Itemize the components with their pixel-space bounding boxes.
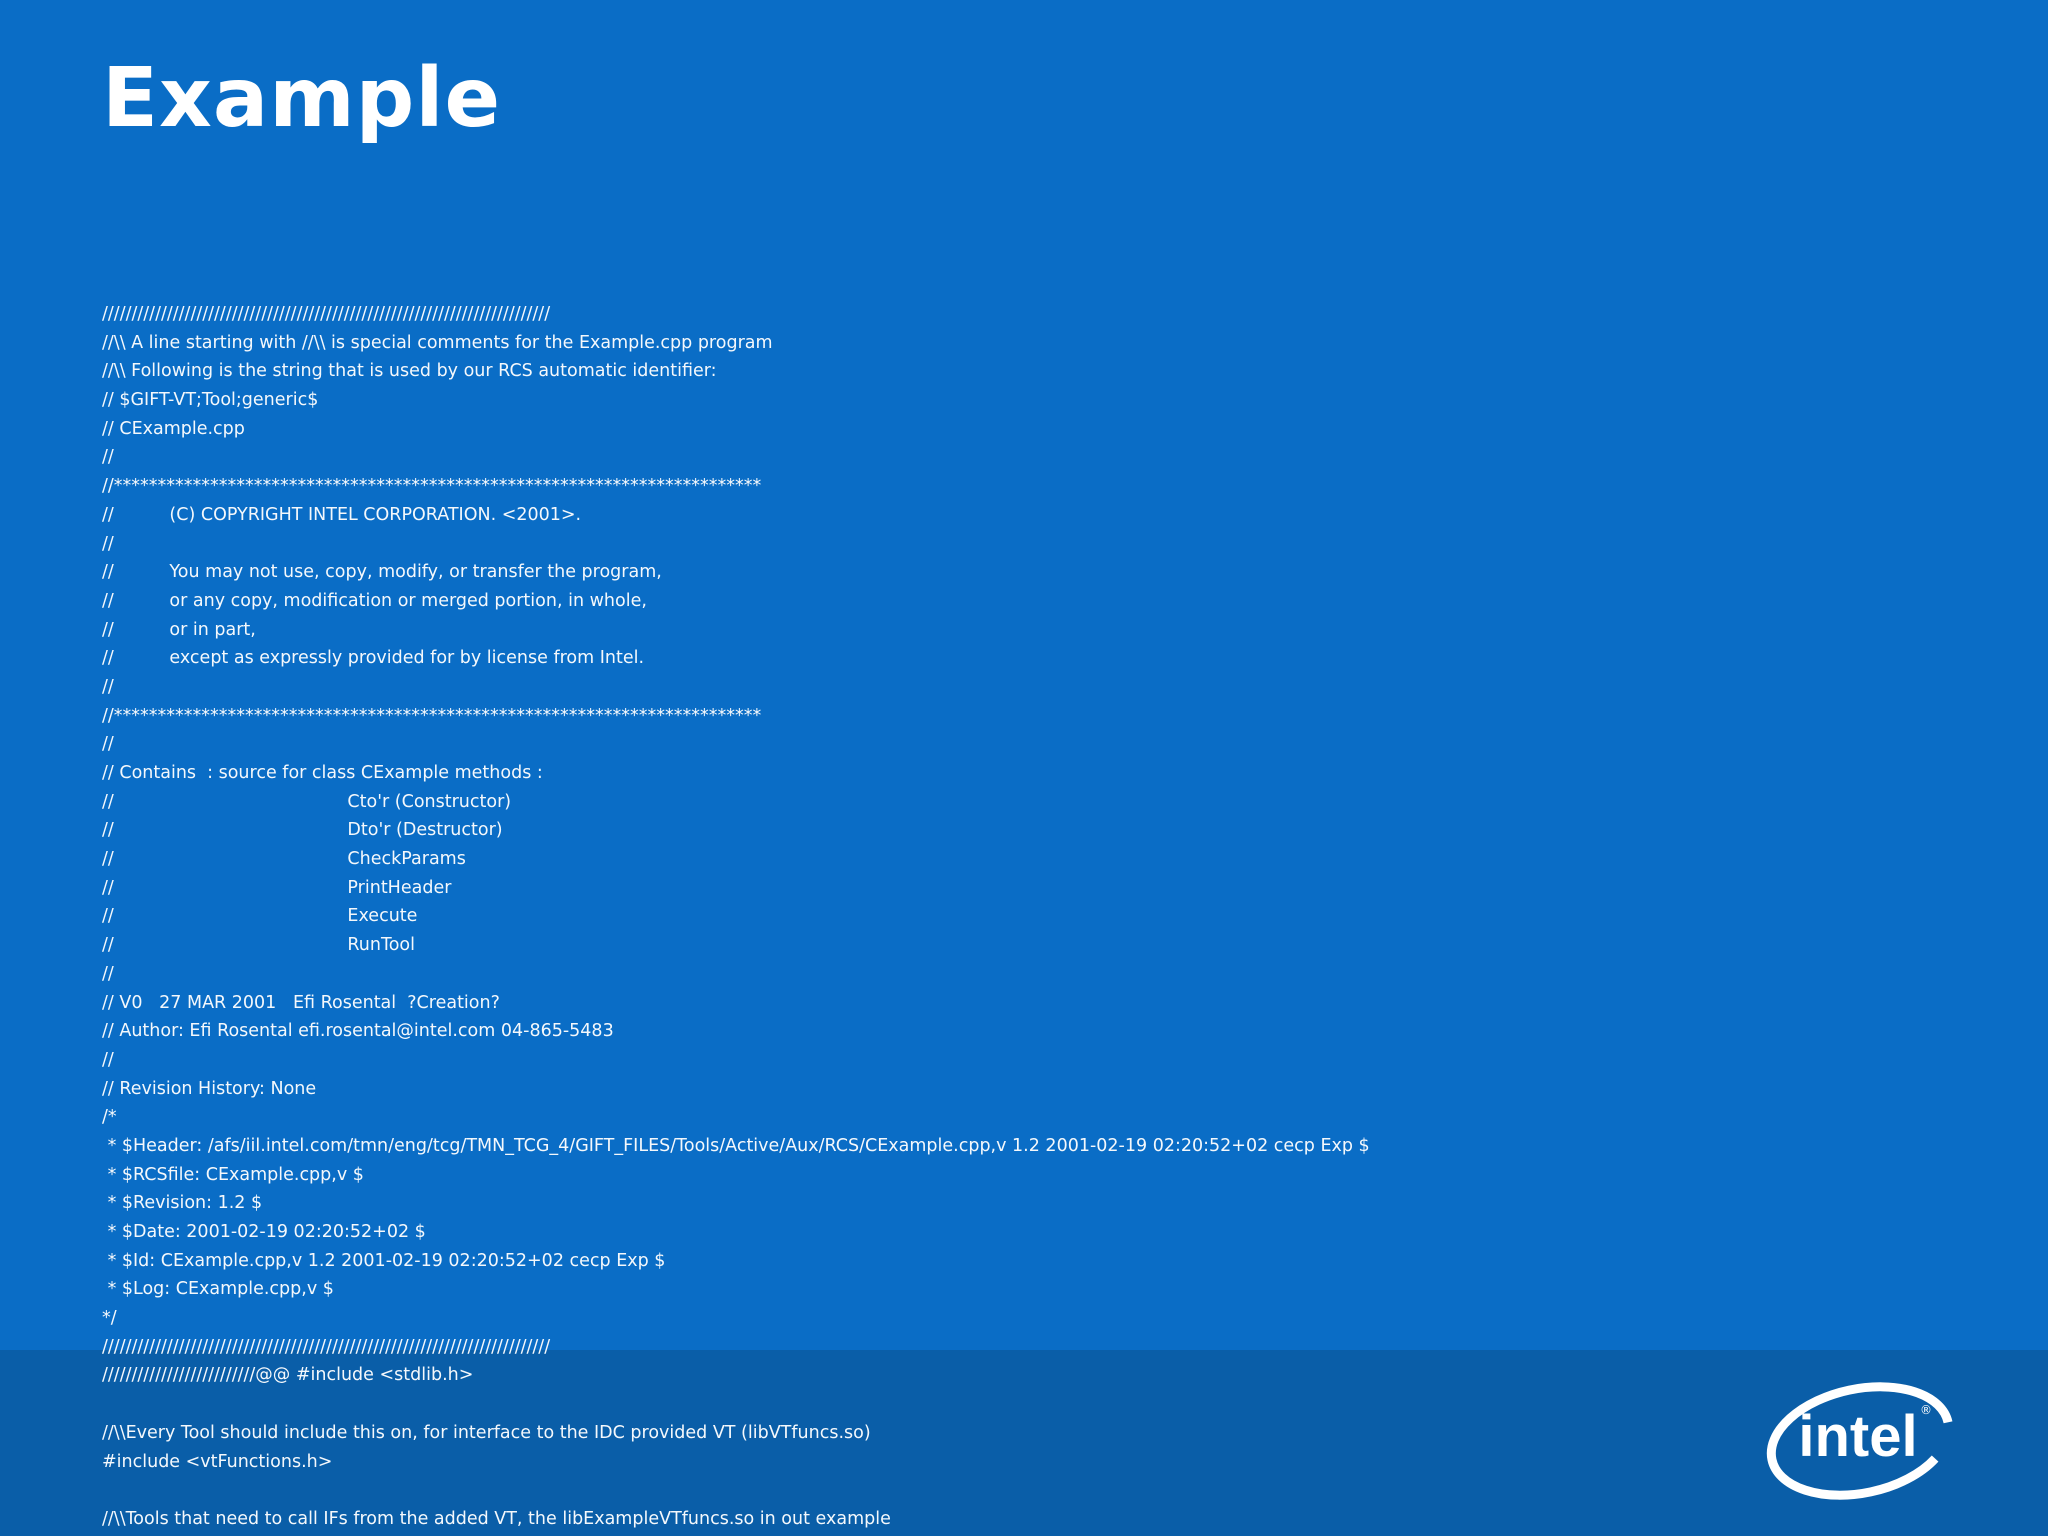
code-line: //\\Every Tool should include this on, for interface to the IDC provided VT (libVTfuncs.so): [102, 1422, 871, 1443]
code-line: */: [102, 1308, 117, 1329]
code-line: // except as expressly provided for by license from Intel.: [102, 648, 645, 669]
code-line: //: [102, 734, 114, 755]
logo-wordmark: intel: [1798, 1404, 1918, 1469]
code-line: #include <vtFunctions.h>: [102, 1451, 333, 1472]
code-line: // Execute: [102, 906, 418, 927]
code-line: * $RCSfile: CExample.cpp,v $: [102, 1164, 364, 1185]
code-line: // PrintHeader: [102, 877, 452, 898]
registered-mark: ®: [1920, 1403, 1932, 1417]
code-line: //\\ Following is the string that is used by our RCS automatic identifier:: [102, 361, 717, 382]
code-line: // You may not use, copy, modify, or transfer the program,: [102, 562, 662, 583]
code-line: ////////////////////////////////////////////////////////////////////////////: [102, 1336, 551, 1357]
code-line: * $Log: CExample.cpp,v $: [102, 1279, 334, 1300]
code-line: // Cto'r (Constructor): [102, 791, 512, 812]
intel-logo-icon: [1762, 1378, 1958, 1504]
code-line: //: [102, 963, 114, 984]
code-line: //\\Tools that need to call IFs from the added VT, the libExampleVTfuncs.so in out example: [102, 1508, 891, 1529]
code-line: * $Header: /afs/iil.intel.com/tmn/eng/tcg/TMN_TCG_4/GIFT_FILES/Tools/Active/Aux/RCS/CExample.cpp,v 1.2 2001-02-19 02:20:52+02 cecp Exp $: [102, 1135, 1370, 1156]
code-line: [102, 1476, 2002, 1505]
code-line: //: [102, 447, 114, 468]
code-line: // or any copy, modification or merged portion, in whole,: [102, 590, 647, 611]
code-line: //: [102, 676, 114, 697]
code-line: // Revision History: None: [102, 1078, 317, 1099]
code-line: //**************************************************************************: [102, 705, 762, 726]
code-line: [102, 1390, 2002, 1419]
code-line: // Contains : source for class CExample methods :: [102, 763, 543, 783]
code-line: // Dto'r (Destructor): [102, 820, 503, 841]
code-line: * $Revision: 1.2 $: [102, 1193, 263, 1214]
code-line: // (C) COPYRIGHT INTEL CORPORATION. <2001>.: [102, 504, 582, 525]
code-line: // V0 27 MAR 2001 Efi Rosental ?Creation?: [102, 992, 500, 1013]
code-line: // CExample.cpp: [102, 418, 245, 439]
code-line: //: [102, 1049, 114, 1070]
slide-title: Example: [102, 51, 502, 146]
code-line: // Author: Efi Rosental efi.rosental@intel.com 04-865-5483: [102, 1021, 614, 1042]
code-line: * $Date: 2001-02-19 02:20:52+02 $: [102, 1222, 426, 1242]
code-line: // RunTool: [102, 935, 415, 956]
code-line: //\\ A line starting with //\\ is special comments for the Example.cpp program: [102, 332, 773, 353]
code-line: // CheckParams: [102, 849, 466, 870]
intel-logo: [1762, 1378, 1958, 1504]
code-line: /*: [102, 1107, 117, 1128]
code-line: ////////////////////////////////////////////////////////////////////////////: [102, 304, 551, 324]
code-line: //**************************************************************************: [102, 476, 762, 497]
code-line: //: [102, 533, 114, 554]
code-line: // or in part,: [102, 619, 256, 640]
code-line: * $Id: CExample.cpp,v 1.2 2001-02-19 02:20:52+02 cecp Exp $: [102, 1250, 666, 1271]
code-listing: [102, 300, 2002, 1534]
code-line: // $GIFT-VT;Tool;generic$: [102, 390, 319, 411]
code-line: //////////////////////////@@ #include <stdlib.h>: [102, 1365, 474, 1386]
